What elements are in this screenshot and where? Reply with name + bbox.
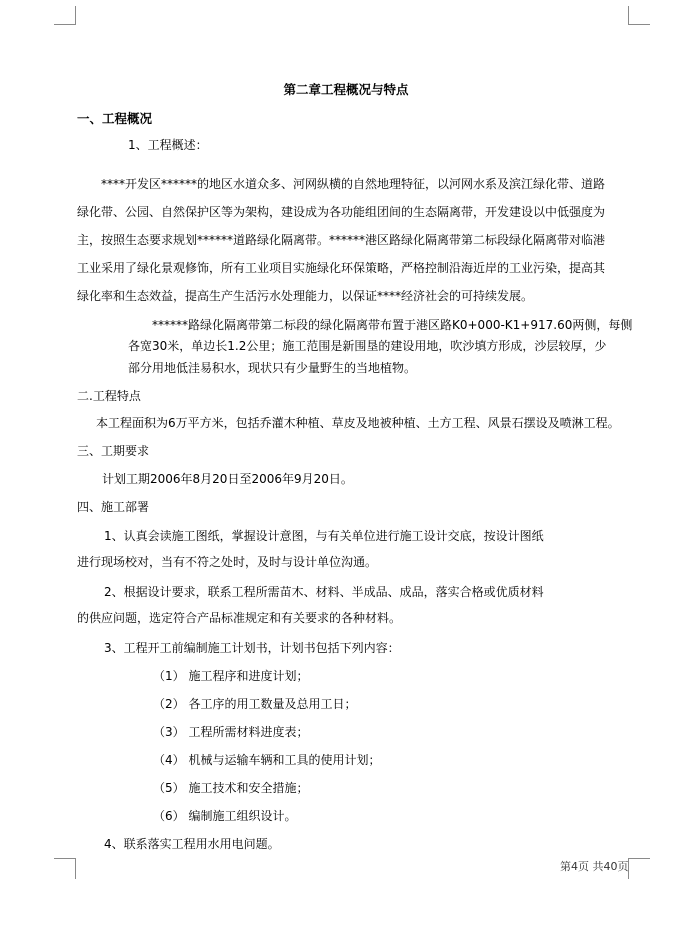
deployment-item-2-line: 2、根据设计要求，联系工程所需苗木、材料、半成品、成品，落实合格或优质材料 (104, 585, 544, 599)
plan-item: （5） 施工技术和安全措施； (153, 781, 309, 795)
overview-line: 工业采用了绿化景观修饰，所有工业项目实施绿化环保策略，严格控制沿海近岸的工业污染，提高其 (77, 261, 606, 275)
crop-mark-bottom-right (628, 858, 650, 879)
overview-line: 绿化带、公园、自然保护区等为架构，建设成为各功能组团间的生态隔离带，开发建设以中低强度为 (77, 205, 606, 219)
plan-item: （3） 工程所需材料进度表； (153, 725, 309, 739)
plan-item: （1） 施工程序和进度计划； (153, 669, 309, 683)
schedule-text: 计划工期2006年8月20日至2006年9月20日。 (102, 472, 353, 486)
crop-mark-bottom-left (54, 858, 76, 879)
layout-line: 部分用地低洼易积水，现状只有少量野生的当地植物。 (128, 361, 417, 375)
crop-mark-top-left (54, 6, 76, 25)
layout-line: 各宽30米，单边长1.2公里；施工范围是新围垦的建设用地，吹沙填方形成，沙层较厚，少 (128, 339, 607, 353)
deployment-item-1-line: 进行现场校对，当有不符之处时，及时与设计单位沟通。 (77, 555, 378, 569)
plan-item: （4） 机械与运输车辆和工具的使用计划； (153, 753, 381, 767)
deployment-item-1-line: 1、认真会读施工图纸，掌握设计意图，与有关单位进行施工设计交底，按设计图纸 (104, 529, 544, 543)
document-title: 第二章工程概况与特点 (283, 82, 409, 97)
section-heading-overview: 一、工程概况 (77, 111, 153, 126)
plan-item: （6） 编制施工组织设计。 (153, 809, 297, 823)
subsection-heading-overview: 1、工程概述： (128, 138, 208, 152)
section-heading-schedule: 三、工期要求 (77, 444, 150, 458)
layout-line: ******路绿化隔离带第二标段的绿化隔离带布置于港区路K0+000-K1+917.60两侧，每侧 (152, 318, 633, 332)
section-heading-deployment: 四、施工部署 (77, 500, 150, 514)
section-heading-features: 二.工程特点 (77, 389, 141, 403)
overview-line: ****开发区******的地区水道众多、河网纵横的自然地理特征，以河网水系及滨江绿化带、道路 (101, 177, 606, 191)
deployment-item-3: 3、工程开工前编制施工计划书，计划书包括下列内容： (104, 641, 400, 655)
deployment-item-2-line: 的供应问题，选定符合产品标准规定和有关要求的各种材料。 (77, 611, 402, 625)
overview-line: 绿化率和生态效益，提高生产生活污水处理能力，以保证****经济社会的可持续发展。 (77, 289, 534, 303)
page-number: 第4页 共40页 (560, 860, 629, 873)
crop-mark-top-right (628, 6, 650, 25)
features-text: 本工程面积为6万平方米，包括乔灌木种植、草皮及地被种植、土方工程、风景石摆设及喷淋工程。 (96, 416, 620, 430)
overview-line: 主，按照生态要求规划******道路绿化隔离带。******港区路绿化隔离带第二标段绿化隔离带对临港 (77, 233, 606, 247)
plan-item: （2） 各工序的用工数量及总用工日； (153, 697, 357, 711)
deployment-item-4: 4、联系落实工程用水用电问题。 (104, 837, 280, 851)
